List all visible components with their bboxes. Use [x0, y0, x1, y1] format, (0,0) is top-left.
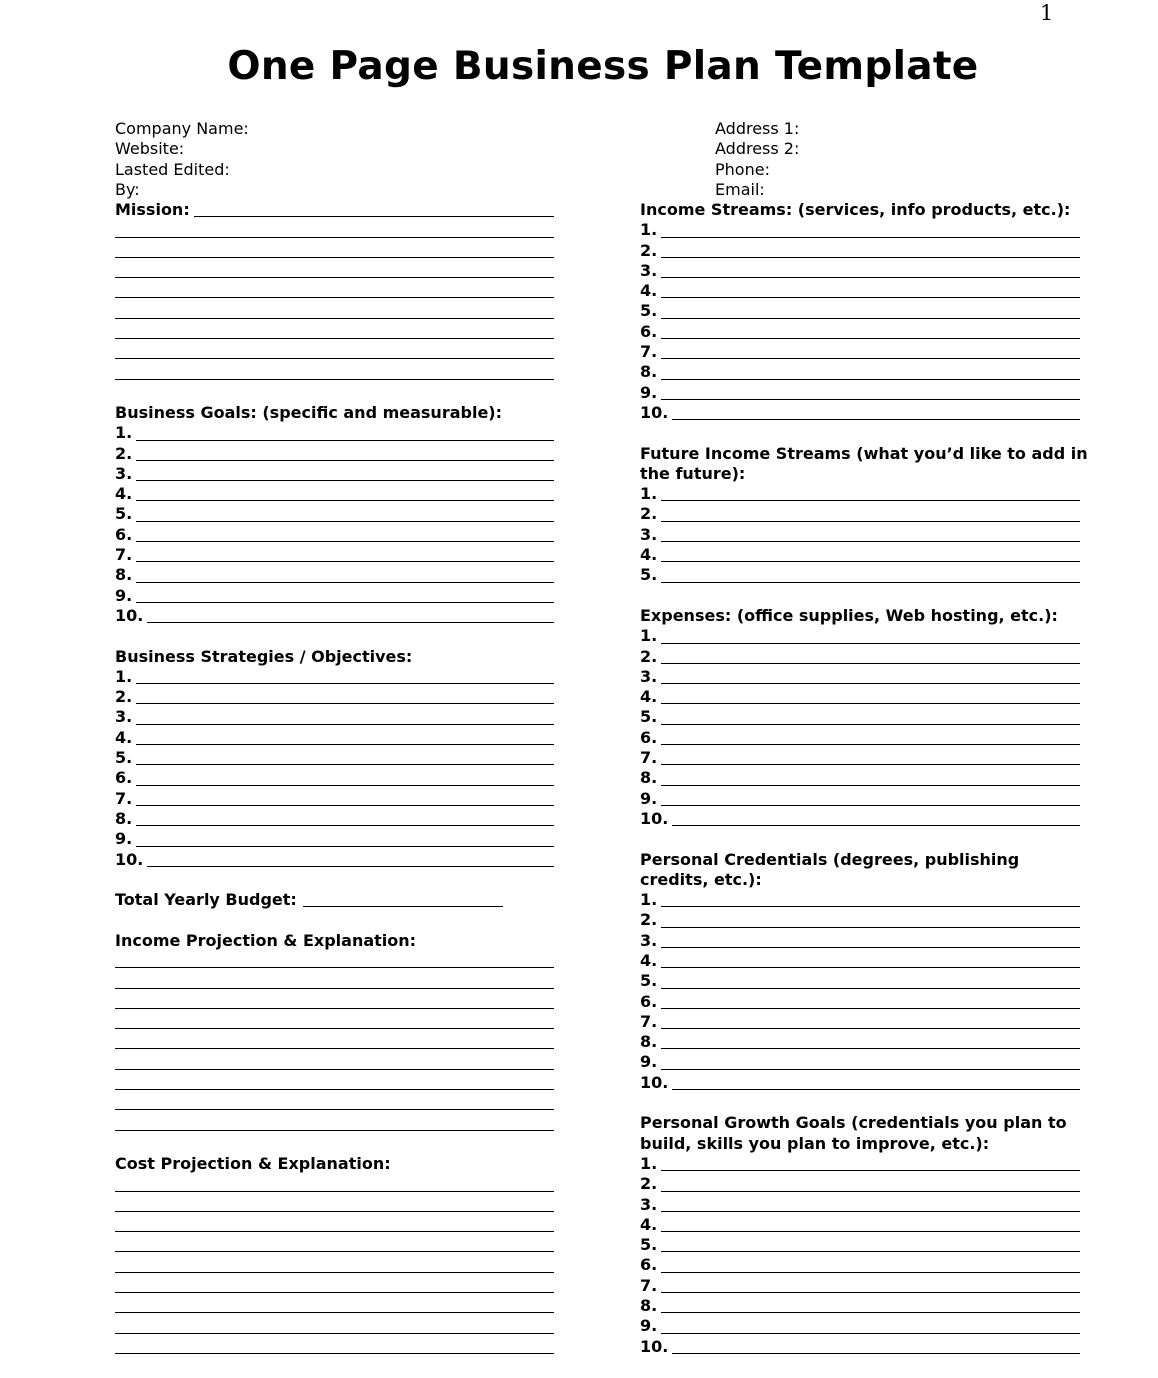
business-goal-item: [115, 444, 554, 464]
business-goal-line[interactable]: [136, 521, 554, 522]
business-goal-number: 6.: [115, 524, 133, 544]
credential-number: 2.: [640, 910, 658, 930]
page-number: 1: [1040, 1, 1054, 25]
business-strategy-line[interactable]: [136, 846, 554, 847]
growth-goal-line[interactable]: [661, 1170, 1080, 1171]
expense-line[interactable]: [661, 663, 1080, 664]
income-stream-item: [640, 342, 1080, 362]
business-goal-number: 8.: [115, 565, 133, 585]
income-stream-line[interactable]: [661, 338, 1080, 339]
income-stream-line[interactable]: [661, 318, 1080, 319]
income-projection-blank-line[interactable]: [115, 988, 554, 989]
cost-projection-blank: [115, 1174, 554, 1194]
business-goal-item: [115, 504, 554, 524]
cost-projection-blank-line[interactable]: [115, 1333, 554, 1334]
mission-row: [115, 200, 554, 220]
business-strategy-item: [115, 829, 554, 849]
business-goal-line[interactable]: [136, 460, 554, 461]
future-income-stream-number: 2.: [640, 504, 658, 524]
business-strategy-item: [115, 850, 554, 870]
expense-line[interactable]: [672, 825, 1080, 826]
business-strategy-item: [115, 707, 554, 727]
expense-item: [640, 728, 1080, 748]
expense-item: [640, 647, 1080, 667]
business-strategy-number: 8.: [115, 808, 133, 828]
income-stream-item: [640, 220, 1080, 240]
future-income-stream-line[interactable]: [661, 500, 1080, 501]
credential-number: 3.: [640, 930, 658, 950]
mission-line[interactable]: [194, 216, 554, 217]
income-projection-blank: [115, 1032, 554, 1052]
growth-goal-item: [640, 1154, 1080, 1174]
mission-blank-line[interactable]: [115, 338, 554, 339]
growth-goal-line[interactable]: [661, 1231, 1080, 1232]
left-column: [115, 200, 554, 1357]
future-income-heading: Future Income Streams (what you’d like to add in the future):: [640, 443, 1088, 483]
credential-line[interactable]: [661, 906, 1080, 907]
by-label: By:: [115, 179, 140, 199]
future-income-stream-item: [640, 484, 1080, 504]
credential-number: 9.: [640, 1052, 658, 1072]
income-stream-number: 5.: [640, 301, 658, 321]
cost-projection-blank-line[interactable]: [115, 1211, 554, 1212]
growth-goal-item: [640, 1215, 1080, 1235]
credential-line[interactable]: [661, 1028, 1080, 1029]
mission-blank-line[interactable]: [115, 379, 554, 380]
business-strategy-item: [115, 748, 554, 768]
income-stream-number: 3.: [640, 260, 658, 280]
income-stream-number: 4.: [640, 281, 658, 301]
growth-goal-item: [640, 1255, 1080, 1275]
expense-number: 4.: [640, 687, 658, 707]
growth-goal-number: 5.: [640, 1235, 658, 1255]
credential-line[interactable]: [672, 1089, 1080, 1090]
income-stream-item: [640, 241, 1080, 261]
business-strategy-number: 2.: [115, 687, 133, 707]
growth-goal-number: 6.: [640, 1255, 658, 1275]
business-goal-line[interactable]: [136, 440, 554, 441]
income-projection-blank: [115, 951, 554, 971]
business-strategy-item: [115, 789, 554, 809]
future-income-stream-number: 4.: [640, 545, 658, 565]
credential-line[interactable]: [661, 1069, 1080, 1070]
cost-projection-blank: [115, 1215, 554, 1235]
business-goal-number: 7.: [115, 545, 133, 565]
expense-item: [640, 667, 1080, 687]
income-stream-item: [640, 301, 1080, 321]
future-income-stream-line[interactable]: [661, 561, 1080, 562]
business-goal-line[interactable]: [136, 500, 554, 501]
income-stream-number: 1.: [640, 220, 658, 240]
growth-goal-item: [640, 1174, 1080, 1194]
income-stream-item: [640, 322, 1080, 342]
mission-blank-line[interactable]: [115, 237, 554, 238]
future-income-stream-item: [640, 525, 1080, 545]
business-goal-line[interactable]: [136, 602, 554, 603]
credential-line[interactable]: [661, 927, 1080, 928]
business-goal-item: [115, 525, 554, 545]
business-goal-item: [115, 545, 554, 565]
business-strategy-line[interactable]: [136, 744, 554, 745]
business-strategy-line[interactable]: [136, 683, 554, 684]
expense-line[interactable]: [661, 805, 1080, 806]
business-strategy-line[interactable]: [136, 825, 554, 826]
credential-item: [640, 951, 1080, 971]
credential-item: [640, 1032, 1080, 1052]
right-column: [640, 200, 1090, 1357]
page-title: One Page Business Plan Template: [227, 44, 979, 89]
growth-goal-item: [640, 1316, 1080, 1336]
mission-blank-line[interactable]: [115, 297, 554, 298]
total-budget-label: Total Yearly Budget:: [115, 890, 297, 910]
business-strategy-item: [115, 768, 554, 788]
business-strategy-line[interactable]: [136, 724, 554, 725]
cost-projection-blank-line[interactable]: [115, 1191, 554, 1192]
credential-line[interactable]: [661, 947, 1080, 948]
credential-line[interactable]: [661, 967, 1080, 968]
growth-goal-item: [640, 1337, 1080, 1357]
business-goal-line[interactable]: [136, 582, 554, 583]
credential-line[interactable]: [661, 1048, 1080, 1049]
credential-item: [640, 1073, 1080, 1093]
business-strategy-number: 7.: [115, 788, 133, 808]
cost-projection-blank: [115, 1255, 554, 1275]
business-strategy-item: [115, 728, 554, 748]
credential-number: 6.: [640, 991, 658, 1011]
expenses-heading: Expenses: (office supplies, Web hosting, etc.):: [640, 605, 1058, 625]
income-stream-line[interactable]: [661, 358, 1080, 359]
income-projection-blank: [115, 971, 554, 991]
expense-number: 2.: [640, 646, 658, 666]
business-strategy-number: 1.: [115, 666, 133, 686]
business-strategy-line[interactable]: [136, 805, 554, 806]
expense-number: 3.: [640, 666, 658, 686]
mission-blank: [115, 362, 554, 382]
business-strategy-number: 5.: [115, 748, 133, 768]
cost-projection-blank: [115, 1235, 554, 1255]
expense-item: [640, 687, 1080, 707]
income-stream-number: 7.: [640, 342, 658, 362]
income-stream-line[interactable]: [661, 277, 1080, 278]
business-goal-line[interactable]: [136, 480, 554, 481]
income-stream-line[interactable]: [661, 379, 1080, 380]
future-income-stream-number: 1.: [640, 484, 658, 504]
mission-blank: [115, 220, 554, 240]
mission-blank-line[interactable]: [115, 318, 554, 319]
expense-line[interactable]: [661, 683, 1080, 684]
expense-number: 5.: [640, 707, 658, 727]
mission-blank: [115, 322, 554, 342]
total-budget-row: [115, 890, 554, 910]
credential-number: 5.: [640, 971, 658, 991]
growth-goal-number: 2.: [640, 1174, 658, 1194]
expense-line[interactable]: [661, 744, 1080, 745]
credential-number: 4.: [640, 950, 658, 970]
business-goal-item: [115, 586, 554, 606]
business-strategy-line[interactable]: [147, 866, 554, 867]
income-projection-blank-line[interactable]: [115, 1130, 554, 1131]
expense-line[interactable]: [661, 643, 1080, 644]
mission-blank: [115, 241, 554, 261]
business-strategy-item: [115, 687, 554, 707]
growth-goal-line[interactable]: [661, 1191, 1080, 1192]
income-projection-blank-line[interactable]: [115, 1048, 554, 1049]
mission-blank-line[interactable]: [115, 358, 554, 359]
business-strategy-item: [115, 809, 554, 829]
expense-number: 9.: [640, 788, 658, 808]
business-strategy-number: 10.: [115, 849, 144, 869]
growth-goal-line[interactable]: [672, 1353, 1080, 1354]
business-goal-number: 9.: [115, 585, 133, 605]
income-stream-item: [640, 362, 1080, 382]
mission-blank: [115, 281, 554, 301]
expense-item: [640, 748, 1080, 768]
company-info-left: [115, 119, 249, 200]
business-goal-item: [115, 464, 554, 484]
mission-blank-line[interactable]: [115, 277, 554, 278]
income-stream-number: 6.: [640, 321, 658, 341]
income-stream-item: [640, 281, 1080, 301]
expense-item: [640, 768, 1080, 788]
growth-goal-number: 4.: [640, 1214, 658, 1234]
cost-projection-heading: Cost Projection & Explanation:: [115, 1153, 391, 1173]
cost-projection-blank: [115, 1296, 554, 1316]
business-strategy-item: [115, 667, 554, 687]
business-goal-number: 10.: [115, 605, 144, 625]
address-1-label: Address 1:: [715, 119, 800, 138]
company-name-label: Company Name:: [115, 119, 249, 138]
credential-number: 1.: [640, 890, 658, 910]
business-strategy-line[interactable]: [136, 703, 554, 704]
mission-blank: [115, 261, 554, 281]
future-income-stream-line[interactable]: [661, 582, 1080, 583]
income-projection-blank: [115, 1073, 554, 1093]
income-projection-blank: [115, 1052, 554, 1072]
phone-label: Phone:: [715, 159, 770, 179]
business-goal-number: 5.: [115, 504, 133, 524]
business-goal-number: 4.: [115, 484, 133, 504]
expense-item: [640, 789, 1080, 809]
cost-projection-blank-line[interactable]: [115, 1272, 554, 1273]
credential-item: [640, 890, 1080, 910]
credential-line[interactable]: [661, 1008, 1080, 1009]
expense-number: 6.: [640, 727, 658, 747]
growth-goal-number: 7.: [640, 1275, 658, 1295]
income-projection-blank-line[interactable]: [115, 1109, 554, 1110]
expense-item: [640, 626, 1080, 646]
income-stream-number: 9.: [640, 382, 658, 402]
business-goal-item: [115, 565, 554, 585]
growth-goal-item: [640, 1296, 1080, 1316]
income-projection-blank-line[interactable]: [115, 1089, 554, 1090]
income-projection-blank-line[interactable]: [115, 1008, 554, 1009]
income-projection-blank: [115, 1113, 554, 1133]
growth-goal-line[interactable]: [661, 1312, 1080, 1313]
credential-item: [640, 971, 1080, 991]
income-stream-number: 10.: [640, 402, 669, 422]
cost-projection-blank-line[interactable]: [115, 1312, 554, 1313]
business-strategy-number: 4.: [115, 727, 133, 747]
income-projection-blank-line[interactable]: [115, 1028, 554, 1029]
mission-blank-line[interactable]: [115, 257, 554, 258]
business-strategy-number: 6.: [115, 768, 133, 788]
income-stream-line[interactable]: [672, 419, 1080, 420]
income-stream-line[interactable]: [661, 297, 1080, 298]
income-projection-heading: Income Projection & Explanation:: [115, 930, 417, 950]
income-stream-line[interactable]: [661, 257, 1080, 258]
business-goals-heading: Business Goals: (specific and measurable):: [115, 402, 503, 422]
income-stream-number: 8.: [640, 362, 658, 382]
credential-item: [640, 1012, 1080, 1032]
growth-goal-number: 9.: [640, 1316, 658, 1336]
last-edited-label: Lasted Edited:: [115, 159, 230, 179]
growth-goal-number: 3.: [640, 1194, 658, 1214]
expense-number: 1.: [640, 626, 658, 646]
cost-projection-blank-line[interactable]: [115, 1251, 554, 1252]
income-stream-item: [640, 403, 1080, 423]
expense-item: [640, 809, 1080, 829]
business-goal-line[interactable]: [136, 541, 554, 542]
mission-label: Mission:: [115, 200, 190, 219]
address-2-label: Address 2:: [715, 139, 800, 159]
cost-projection-blank: [115, 1316, 554, 1336]
business-strategy-number: 9.: [115, 829, 133, 849]
credential-item: [640, 931, 1080, 951]
future-income-stream-number: 3.: [640, 524, 658, 544]
growth-goal-line[interactable]: [661, 1333, 1080, 1334]
expense-line[interactable]: [661, 724, 1080, 725]
future-income-stream-line[interactable]: [661, 541, 1080, 542]
credential-line[interactable]: [661, 988, 1080, 989]
website-label: Website:: [115, 139, 185, 159]
business-strategy-line[interactable]: [136, 785, 554, 786]
future-income-stream-item: [640, 545, 1080, 565]
email-label: Email:: [715, 179, 765, 199]
credential-item: [640, 910, 1080, 930]
income-stream-number: 2.: [640, 240, 658, 260]
credential-item: [640, 992, 1080, 1012]
growth-goal-line[interactable]: [661, 1251, 1080, 1252]
cost-projection-blank-line[interactable]: [115, 1292, 554, 1293]
business-goal-number: 1.: [115, 423, 133, 443]
expense-number: 10.: [640, 808, 669, 828]
credential-number: 8.: [640, 1032, 658, 1052]
total-budget-line[interactable]: [303, 906, 503, 907]
income-projection-blank-line[interactable]: [115, 967, 554, 968]
cost-projection-blank: [115, 1276, 554, 1296]
income-projection-blank: [115, 1012, 554, 1032]
growth-goal-item: [640, 1235, 1080, 1255]
cost-projection-blank-line[interactable]: [115, 1353, 554, 1354]
growth-goal-item: [640, 1195, 1080, 1215]
income-stream-line[interactable]: [661, 399, 1080, 400]
future-income-stream-item: [640, 565, 1080, 585]
expense-number: 7.: [640, 748, 658, 768]
expense-number: 8.: [640, 768, 658, 788]
business-strategy-number: 3.: [115, 707, 133, 727]
credential-number: 10.: [640, 1072, 669, 1092]
income-projection-blank: [115, 1093, 554, 1113]
growth-goals-heading: Personal Growth Goals (credentials you plan to build, skills you plan to improve, etc.):: [640, 1113, 1067, 1153]
future-income-stream-number: 5.: [640, 565, 658, 585]
expense-line[interactable]: [661, 703, 1080, 704]
future-income-stream-line[interactable]: [661, 521, 1080, 522]
expense-item: [640, 707, 1080, 727]
growth-goal-line[interactable]: [661, 1211, 1080, 1212]
cost-projection-blank-line[interactable]: [115, 1231, 554, 1232]
business-strategies-heading: Business Strategies / Objectives:: [115, 646, 413, 666]
expense-line[interactable]: [661, 785, 1080, 786]
business-goal-line[interactable]: [147, 622, 554, 623]
credentials-heading: Personal Credentials (degrees, publishing credits, etc.):: [640, 849, 1020, 889]
company-info-right: [715, 119, 799, 200]
growth-goal-line[interactable]: [661, 1292, 1080, 1293]
growth-goal-number: 8.: [640, 1296, 658, 1316]
mission-blank: [115, 342, 554, 362]
income-stream-line[interactable]: [661, 237, 1080, 238]
income-stream-item: [640, 383, 1080, 403]
future-income-stream-item: [640, 504, 1080, 524]
income-projection-blank-line[interactable]: [115, 1069, 554, 1070]
growth-goal-item: [640, 1276, 1080, 1296]
expense-line[interactable]: [661, 764, 1080, 765]
income-stream-item: [640, 261, 1080, 281]
business-goal-line[interactable]: [136, 561, 554, 562]
business-goal-number: 2.: [115, 443, 133, 463]
mission-blank: [115, 301, 554, 321]
business-strategy-line[interactable]: [136, 764, 554, 765]
income-projection-blank: [115, 992, 554, 1012]
business-goal-item: [115, 484, 554, 504]
income-streams-heading: Income Streams: (services, info products, etc.):: [640, 200, 1071, 219]
business-goal-item: [115, 423, 554, 443]
growth-goal-number: 10.: [640, 1336, 669, 1356]
credential-number: 7.: [640, 1011, 658, 1031]
cost-projection-blank: [115, 1337, 554, 1357]
business-goal-item: [115, 606, 554, 626]
cost-projection-blank: [115, 1195, 554, 1215]
credential-item: [640, 1052, 1080, 1072]
business-goal-number: 3.: [115, 463, 133, 483]
growth-goal-line[interactable]: [661, 1272, 1080, 1273]
growth-goal-number: 1.: [640, 1153, 658, 1173]
